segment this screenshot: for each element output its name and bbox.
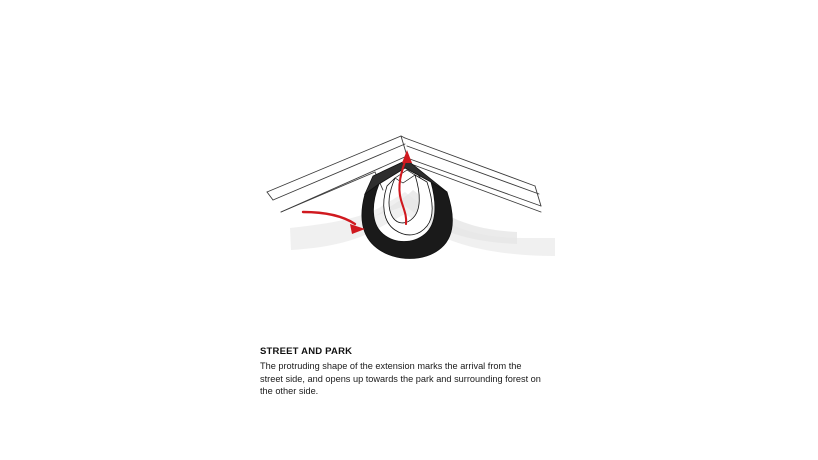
caption-body: The protruding shape of the extension marks the arrival from the street side, and opens up towards the park and surrounding forest on the other side. xyxy=(260,361,541,397)
caption-block xyxy=(260,345,560,398)
caption-title: STREET AND PARK xyxy=(260,346,353,357)
architectural-diagram xyxy=(255,120,575,310)
